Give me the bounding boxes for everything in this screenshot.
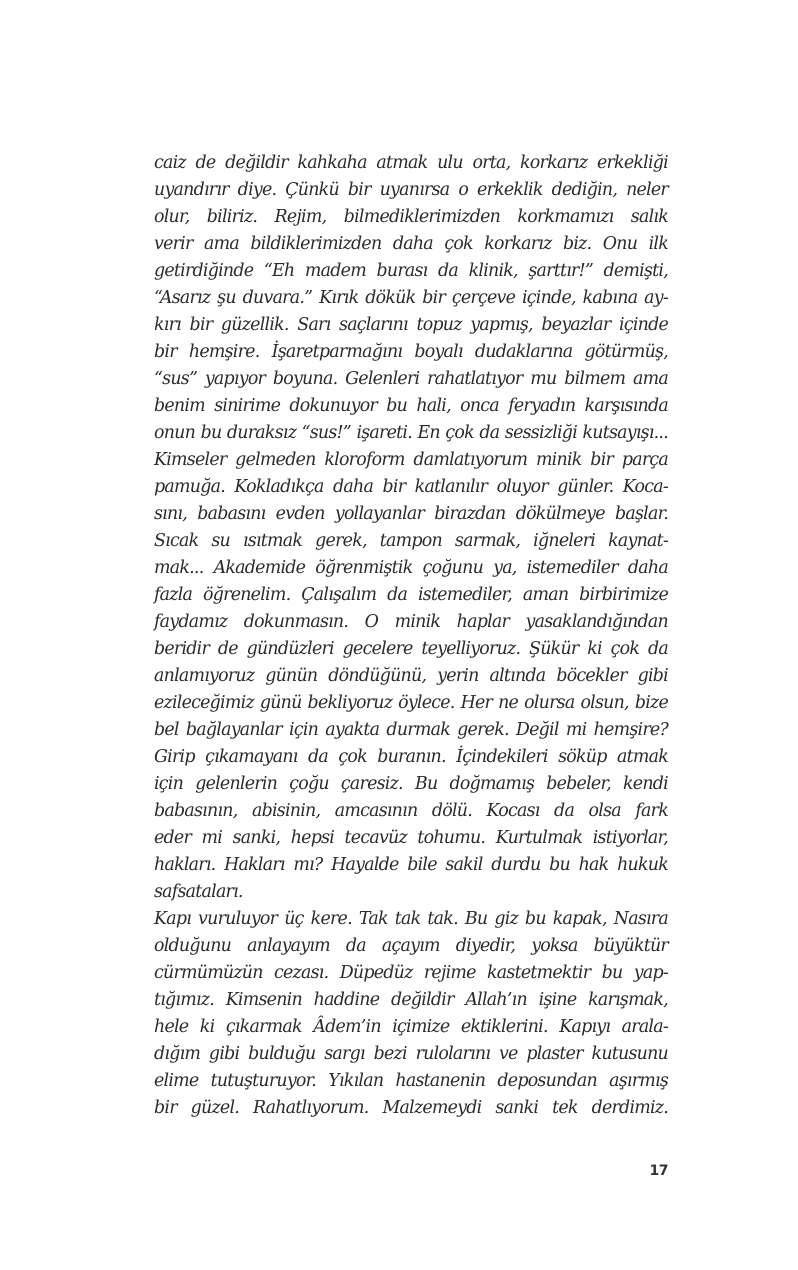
page-number: 17: [649, 1163, 668, 1179]
text-line: için gelenlerin çoğu çaresiz. Bu doğmamış bebeler, kendi: [154, 774, 668, 794]
text-line: “sus” yapıyor boyuna. Gelenleri rahatlatıyor mu bilmem ama: [154, 369, 668, 389]
text-line: safsataları.: [154, 882, 243, 902]
text-line: uyandırır diye. Çünkü bir uyanırsa o erkeklik dediğin, neler: [154, 180, 668, 200]
text-line: dığım gibi bulduğu sargı bezi rulolarını ve plaster kutusunu: [154, 1044, 668, 1064]
text-line: mak... Akademide öğrenmiştik çoğunu ya, istemediler daha: [154, 558, 668, 578]
text-line: benim sinirime dokunuyor bu hali, onca feryadın karşısında: [154, 396, 668, 416]
text-line: anlamıyoruz günün döndüğünü, yerin altında böcekler gibi: [154, 666, 668, 686]
text-line: ezileceğimiz günü bekliyoruz öylece. Her ne olursa olsun, bize: [154, 693, 668, 713]
text-line: getirdiğinde “Eh madem burası da klinik, şarttır!” demişti,: [154, 261, 668, 281]
text-line: pamuğa. Kokladıkça daha bir katlanılır oluyor günler. Koca-: [154, 477, 668, 497]
text-line: Kapı vuruluyor üç kere. Tak tak tak. Bu giz bu kapak, Nasıra: [154, 909, 668, 929]
body-text: [154, 150, 668, 1122]
text-line: Girip çıkamayanı da çok buranın. İçindekileri söküp atmak: [154, 747, 668, 767]
text-line: eder mi sanki, hepsi tecavüz tohumu. Kurtulmak istiyorlar,: [154, 828, 668, 848]
text-line: olduğunu anlayayım da açayım diyedir, yoksa büyüktür: [154, 936, 668, 956]
text-line: Sıcak su ısıtmak gerek, tampon sarmak, iğneleri kaynat-: [154, 531, 668, 551]
text-line: babasının, abisinin, amcasının dölü. Kocası da olsa fark: [154, 801, 668, 821]
text-line: cürmümüzün cezası. Düpedüz rejime kastetmektir bu yap-: [154, 963, 668, 983]
text-line: beridir de gündüzleri gecelere teyelliyoruz. Şükür ki çok da: [154, 639, 668, 659]
text-line: verir ama bildiklerimizden daha çok korkarız biz. Onu ilk: [154, 234, 668, 254]
text-line: bir hemşire. İşaretparmağını boyalı dudaklarına götürmüş,: [154, 342, 668, 362]
text-line: bir güzel. Rahatlıyorum. Malzemeydi sanki tek derdimiz.: [154, 1098, 668, 1118]
text-line: faydamız dokunmasın. O minik haplar yasaklandığından: [154, 612, 668, 632]
text-line: tığımız. Kimsenin haddine değildir Allah’ın işine karışmak,: [154, 990, 668, 1010]
text-line: fazla öğrenelim. Çalışalım da istemediler, aman birbirimize: [154, 585, 668, 605]
text-line: sını, babasını evden yollayanlar birazdan dökülmeye başlar.: [154, 504, 668, 524]
text-line: “Asarız şu duvara.” Kırık dökük bir çerçeve içinde, kabına ay-: [154, 288, 668, 308]
text-line: caiz de değildir kahkaha atmak ulu orta, korkarız erkekliği: [154, 153, 668, 173]
text-line: Kimseler gelmeden kloroform damlatıyorum minik bir parça: [154, 450, 668, 470]
text-line: kırı bir güzellik. Sarı saçlarını topuz yapmış, beyazlar içinde: [154, 315, 668, 335]
text-line: olur, biliriz. Rejim, bilmediklerimizden korkmamızı salık: [154, 207, 668, 227]
text-line: hakları. Hakları mı? Hayalde bile sakil durdu bu hak hukuk: [154, 855, 668, 875]
text-line: elime tutuşturuyor. Yıkılan hastanenin deposundan aşırmış: [154, 1071, 668, 1091]
text-line: bel bağlayanlar için ayakta durmak gerek. Değil mi hemşire?: [154, 720, 668, 740]
text-line: hele ki çıkarmak Âdem’in içimize ektiklerini. Kapıyı arala-: [154, 1017, 668, 1037]
text-line: onun bu duraksız “sus!” işareti. En çok da sessizliği kutsayışı...: [154, 423, 668, 443]
